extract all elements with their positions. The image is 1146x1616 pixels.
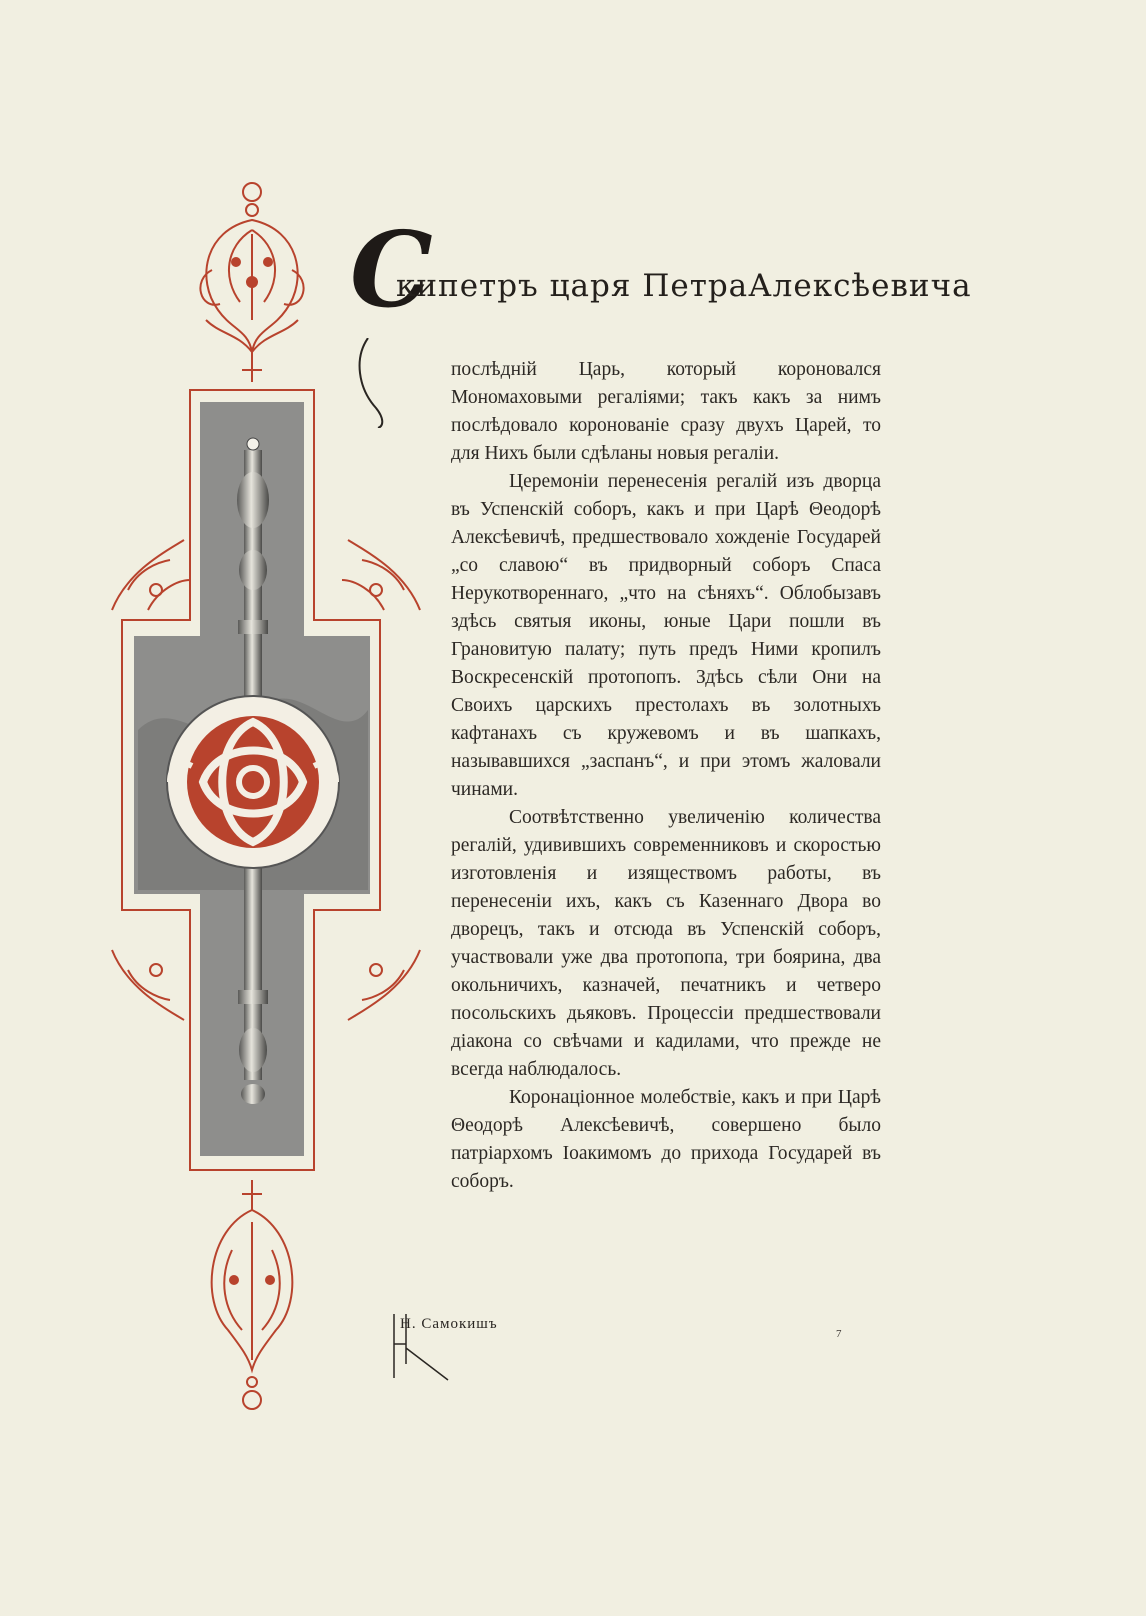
title-word-1: кипетръ [396,268,539,304]
top-floral-ornament-icon [200,183,303,382]
body-text [451,356,881,1196]
title-word-4: Алексѣевича [748,268,972,304]
paragraph-3: Соотвѣтственно увеличенію количества регалій, удивившихъ современниковъ и скоростью изготовленія и изяществомъ работы, въ перенесеніи ихъ, какъ съ Казеннаго Двора во дворецъ, такъ и отсюда въ Успенскій соборъ, участвовали уже два протопопа, три боярина, два окольничихъ, казначей, печатникъ и четверо посольскихъ дьяковъ. Процессіи предшествовали діакона со свѣчами и кадилами, что прежде не всегда наблюдалось. [451,807,881,1080]
paragraph-1: послѣдній Царь, который короновался Мономаховыми регаліями; такъ какъ за нимъ послѣдовало коронованіе сразу двухъ Царей, то для Нихъ были сдѣланы новыя регаліи. [451,359,881,464]
signature-text: Н. Самокишъ [400,1316,498,1332]
title-initial-letter: С [350,208,433,331]
artist-signature [388,1308,528,1388]
bottom-floral-ornament-icon [212,1180,293,1409]
title-word-3: Петра [642,268,749,304]
title-word-2: царя [549,268,632,304]
paragraph-2: Церемоніи перенесенія регалій изъ дворца въ Успенскій соборъ, какъ и при Царѣ Θеодорѣ Алексѣевичѣ, предшествовало хожденіе Государей „со славою“ въ придворный соборъ Спаса Нерукотвореннаго, „что на сѣняхъ“. Облобызавъ здѣсь святыя иконы, юные Цари пошли въ Грановитую палату; путь предъ Ними кропилъ Воскресенскій протопопъ. Здѣсь сѣли Они на Своихъ царскихъ престолахъ въ золотныхъ кафтанахъ съ кружевомъ и въ шапкахъ, называвшихся „заспанъ“, и при этомъ жаловали чинами. [451,471,881,800]
paragraph-4: Коронаціонное молебствіе, какъ и при Царѣ Θеодорѣ Алексѣевичѣ, совершено было патріархомъ Іоакимомъ до прихода Государей въ соборъ. [451,1087,881,1192]
page-title [350,208,972,331]
page-number: 7 [836,1328,842,1340]
title-text [396,266,972,306]
title-swash-icon [354,338,414,428]
